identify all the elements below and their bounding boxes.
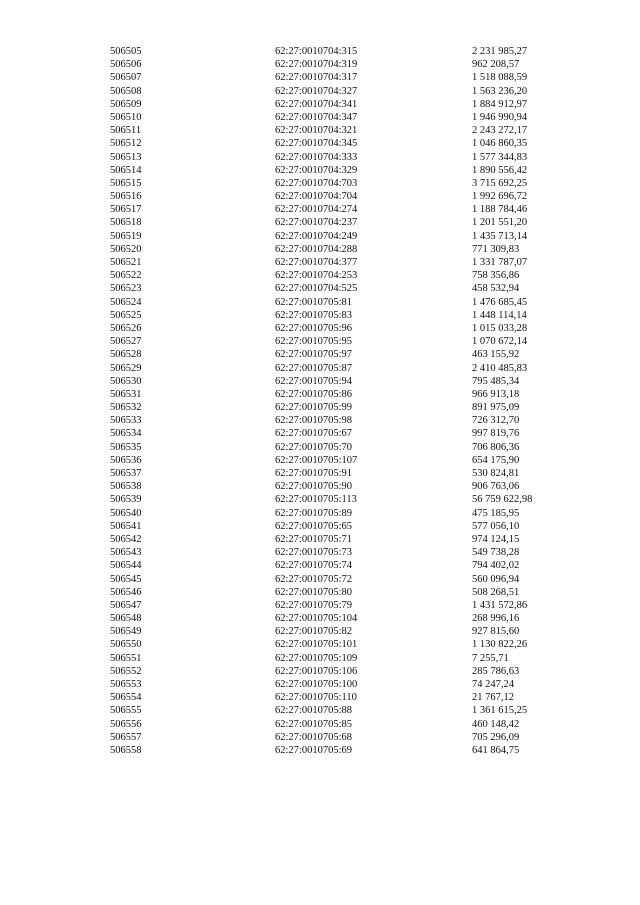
table-row [110,164,580,177]
row-number: 506513 [110,151,142,163]
row-number: 506527 [110,336,142,348]
cadastral-number: 62:27:0010704:377 [275,257,358,268]
table-row [110,625,580,638]
table-row [110,362,580,375]
table-row [110,58,580,71]
table-row [110,269,580,282]
cadastral-value: 705 296,09 [472,731,520,743]
cadastral-number: 62:27:0010705:72 [275,573,353,585]
cadastral-number: 62:27:0010704:333 [275,151,358,163]
cadastral-value: 891 975,09 [472,402,520,414]
table-row [110,454,580,467]
row-number: 506542 [110,533,142,545]
cadastral-value: 706 806,36 [472,441,520,453]
cadastral-number: 62:27:0010705:69 [275,744,353,756]
cadastral-number: 62:27:0010705:104 [275,613,358,625]
table-row [110,718,580,731]
cadastral-value: 771 309,83 [472,243,520,255]
cadastral-value: 460 148,42 [472,718,520,730]
cadastral-number: 62:27:0010705:74 [275,560,353,572]
cadastral-number: 62:27:0010705:94 [275,375,353,387]
cadastral-value: 1 431 572,86 [472,599,528,611]
cadastral-value: 1 476 685,45 [472,296,528,308]
cadastral-number: 62:27:0010705:91 [275,468,353,479]
cadastral-value: 974 124,15 [472,533,520,545]
cadastral-value: 560 096,94 [472,573,520,585]
cadastral-value: 962 208,57 [472,59,520,71]
cadastral-value: 1 563 236,20 [472,85,528,97]
cadastral-value: 997 819,76 [472,428,520,440]
table-row [110,691,580,704]
row-number: 506506 [110,59,142,71]
row-number: 506517 [110,204,142,216]
row-number: 506529 [110,362,142,374]
table-row [110,731,580,744]
cadastral-value: 1 201 551,20 [472,217,528,229]
table-row [110,124,580,137]
cadastral-number: 62:27:0010704:288 [275,243,358,255]
table-row [110,493,580,506]
cadastral-value: 508 268,51 [472,586,520,598]
cadastral-number: 62:27:0010704:525 [275,283,358,295]
row-number: 506518 [110,217,142,229]
table-row [110,744,580,757]
row-number: 506544 [110,560,142,572]
cadastral-value: 1 884 912,97 [472,98,528,110]
row-number: 506522 [110,270,142,282]
row-number: 506541 [110,520,142,532]
cadastral-value: 794 402,02 [472,560,520,572]
cadastral-number: 62:27:0010705:71 [275,533,353,545]
cadastral-value: 906 763,06 [472,481,520,493]
row-number: 506532 [110,402,142,414]
cadastral-value: 2 231 985,27 [472,46,528,57]
cadastral-value: 458 532,94 [472,283,520,295]
table-row [110,704,580,717]
cadastral-number: 62:27:0010705:100 [275,679,358,690]
cadastral-value: 1 130 822,26 [472,639,528,651]
cadastral-value: 530 824,81 [472,468,520,479]
table-row [110,296,580,309]
row-number: 506550 [110,639,142,651]
cadastral-number: 62:27:0010705:113 [275,494,357,506]
row-number: 506553 [110,679,142,690]
cadastral-value: 475 185,95 [472,507,520,519]
row-number: 506505 [110,46,142,57]
table-row [110,71,580,84]
cadastral-number: 62:27:0010705:107 [275,454,358,466]
cadastral-value: 1 046 860,35 [472,138,528,150]
row-number: 506528 [110,349,142,361]
row-number: 506557 [110,731,142,743]
cadastral-number: 62:27:0010705:79 [275,599,353,611]
cadastral-number: 62:27:0010704:319 [275,59,358,71]
cadastral-value: 966 913,18 [472,388,520,400]
row-number: 506530 [110,375,142,387]
cadastral-number: 62:27:0010704:347 [275,111,358,123]
row-number: 506523 [110,283,142,295]
table-row [110,427,580,440]
cadastral-number: 62:27:0010705:98 [275,415,353,427]
table-row [110,388,580,401]
row-number: 506543 [110,547,142,559]
cadastral-number: 62:27:0010705:83 [275,309,353,321]
table-row [110,322,580,335]
table-row [110,480,580,493]
table-row [110,612,580,625]
cadastral-value: 74 247,24 [472,679,514,690]
table-row [110,45,580,58]
row-number: 506521 [110,257,142,268]
cadastral-number: 62:27:0010705:110 [275,692,357,704]
table-row [110,177,580,190]
table-row [110,137,580,150]
row-number: 506540 [110,507,142,519]
table-row [110,507,580,520]
cadastral-number: 62:27:0010705:109 [275,652,358,664]
cadastral-number: 62:27:0010705:88 [275,705,353,717]
cadastral-value: 1 992 696,72 [472,191,528,203]
cadastral-number: 62:27:0010705:65 [275,520,353,532]
cadastral-number: 62:27:0010704:345 [275,138,358,150]
row-number: 506554 [110,692,142,704]
row-number: 506520 [110,243,142,255]
row-number: 506547 [110,599,142,611]
table-row [110,678,580,691]
cadastral-value: 1 577 344,83 [472,151,528,163]
row-number: 506555 [110,705,142,717]
table-row [110,586,580,599]
cadastral-number: 62:27:0010705:86 [275,388,353,400]
table-row [110,599,580,612]
table-row [110,559,580,572]
row-number: 506509 [110,98,142,110]
cadastral-number: 62:27:0010704:704 [275,191,358,203]
table-row [110,652,580,665]
cadastral-number: 62:27:0010704:237 [275,217,358,229]
cadastral-value: 285 786,63 [472,665,520,677]
row-number: 506510 [110,111,142,123]
cadastral-number: 62:27:0010704:317 [275,72,358,84]
row-number: 506511 [110,125,142,137]
cadastral-value: 577 056,10 [472,520,520,532]
cadastral-number: 62:27:0010705:99 [275,402,353,414]
row-number: 506548 [110,613,142,625]
row-number: 506534 [110,428,142,440]
cadastral-number: 62:27:0010705:95 [275,336,353,348]
row-number: 506526 [110,322,142,334]
row-number: 506515 [110,177,142,189]
cadastral-value: 2 410 485,83 [472,362,528,374]
cadastral-number: 62:27:0010704:274 [275,204,358,216]
table-row [110,467,580,480]
cadastral-value: 463 155,92 [472,349,520,361]
cadastral-number: 62:27:0010705:96 [275,322,353,334]
cadastral-number: 62:27:0010705:89 [275,507,353,519]
row-number: 506552 [110,665,142,677]
cadastral-number: 62:27:0010705:70 [275,441,353,453]
row-number: 506545 [110,573,142,585]
cadastral-value: 1 070 672,14 [472,336,528,348]
cadastral-number: 62:27:0010704:341 [275,98,358,110]
row-number: 506507 [110,72,142,84]
row-number: 506508 [110,85,142,97]
cadastral-value: 1 435 713,14 [472,230,528,242]
cadastral-value: 1 890 556,42 [472,164,528,176]
cadastral-value: 1 448 114,14 [472,309,527,321]
row-number: 506536 [110,454,142,466]
table-row [110,190,580,203]
table-row [110,85,580,98]
cadastral-number: 62:27:0010705:80 [275,586,353,598]
cadastral-value: 2 243 272,17 [472,125,528,137]
row-number: 506538 [110,481,142,493]
cadastral-value: 7 255,71 [472,652,509,664]
cadastral-number: 62:27:0010705:85 [275,718,353,730]
cadastral-number: 62:27:0010705:87 [275,362,353,374]
table-row [110,348,580,361]
table-row [110,203,580,216]
row-number: 506512 [110,138,142,150]
cadastral-value: 1 331 787,07 [472,257,528,268]
table-row [110,638,580,651]
cadastral-number: 62:27:0010705:73 [275,547,353,559]
row-number: 506533 [110,415,142,427]
table-row [110,335,580,348]
cadastral-number: 62:27:0010705:81 [275,296,353,308]
cadastral-number: 62:27:0010705:68 [275,731,353,743]
row-number: 506531 [110,388,142,400]
cadastral-number: 62:27:0010704:249 [275,230,358,242]
row-number: 506519 [110,230,142,242]
cadastral-value: 795 485,34 [472,375,520,387]
cadastral-value: 21 767,12 [472,692,514,704]
table-row [110,665,580,678]
cadastral-value: 1 015 033,28 [472,322,528,334]
cadastral-number: 62:27:0010704:321 [275,125,358,137]
cadastral-value-table [110,45,580,757]
cadastral-number: 62:27:0010705:82 [275,626,353,638]
table-row [110,309,580,322]
table-row [110,414,580,427]
cadastral-value: 927 815,60 [472,626,520,638]
cadastral-number: 62:27:0010704:329 [275,164,358,176]
table-row [110,151,580,164]
cadastral-number: 62:27:0010705:106 [275,665,358,677]
table-row [110,111,580,124]
table-row [110,256,580,269]
row-number: 506556 [110,718,142,730]
row-number: 506549 [110,626,142,638]
row-number: 506514 [110,164,142,176]
cadastral-value: 3 715 692,25 [472,177,528,189]
table-row [110,546,580,559]
cadastral-value: 758 356,86 [472,270,520,282]
cadastral-value: 641 864,75 [472,744,520,756]
table-row [110,573,580,586]
cadastral-number: 62:27:0010705:67 [275,428,353,440]
row-number: 506516 [110,191,142,203]
table-row [110,533,580,546]
cadastral-number: 62:27:0010705:101 [275,639,358,651]
row-number: 506524 [110,296,142,308]
cadastral-number: 62:27:0010704:703 [275,177,358,189]
table-row [110,243,580,256]
table-row [110,216,580,229]
cadastral-value: 1 188 784,46 [472,204,528,216]
row-number: 506535 [110,441,142,453]
cadastral-value: 268 996,16 [472,613,520,625]
cadastral-value: 1 946 990,94 [472,111,528,123]
row-number: 506546 [110,586,142,598]
row-number: 506558 [110,744,142,756]
cadastral-number: 62:27:0010704:253 [275,270,358,282]
cadastral-value: 1 361 615,25 [472,705,528,717]
cadastral-number: 62:27:0010705:90 [275,481,353,493]
cadastral-number: 62:27:0010705:97 [275,349,353,361]
row-number: 506537 [110,468,142,479]
cadastral-value: 726 312,70 [472,415,520,427]
cadastral-value: 654 175,90 [472,454,520,466]
row-number: 506525 [110,309,142,321]
table-row [110,282,580,295]
row-number: 506551 [110,652,142,664]
table-row [110,401,580,414]
cadastral-value: 1 518 088,59 [472,72,528,84]
row-number: 506539 [110,494,142,506]
table-row [110,441,580,454]
cadastral-number: 62:27:0010704:327 [275,85,358,97]
cadastral-value: 549 738,28 [472,547,520,559]
cadastral-value: 56 759 622,98 [472,494,533,506]
table-row [110,520,580,533]
cadastral-number: 62:27:0010704:315 [275,46,358,57]
table-row [110,98,580,111]
table-row [110,230,580,243]
table-row [110,375,580,388]
